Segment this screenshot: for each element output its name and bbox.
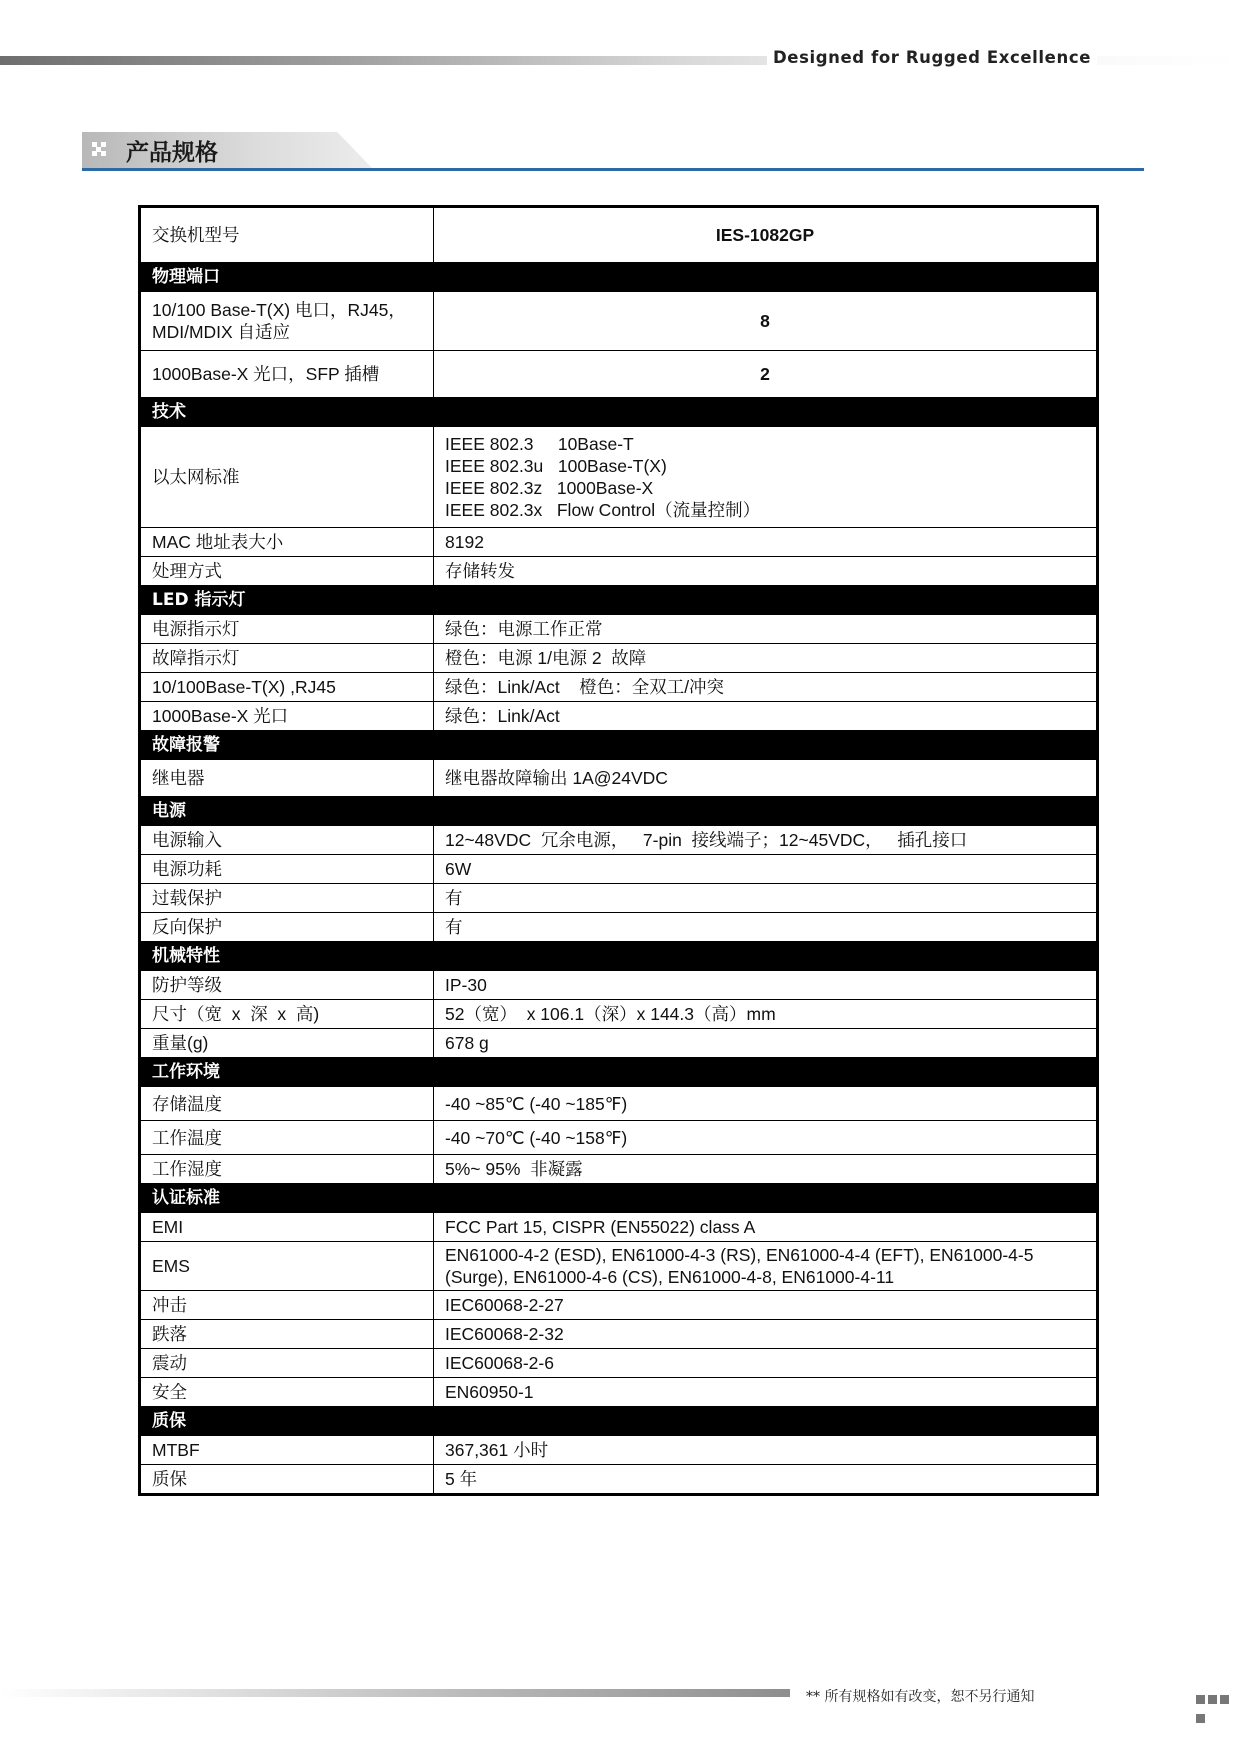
spec-row: [140, 1378, 1098, 1407]
category-title: 物理端口: [140, 263, 1098, 292]
spec-value: IEC60068-2-6: [434, 1349, 1098, 1378]
tagline: Designed for Rugged Excellence: [767, 48, 1097, 67]
spec-row: [140, 1320, 1098, 1349]
spec-key: 尺寸（宽 x 深 x 高): [140, 1000, 434, 1029]
spec-row: [140, 913, 1098, 942]
category-title: 机械特性: [140, 942, 1098, 971]
spec-key: 工作湿度: [140, 1155, 434, 1184]
spec-table: [138, 205, 1099, 1496]
spec-row: [140, 292, 1098, 351]
spec-value: 绿色：电源工作正常: [434, 615, 1098, 644]
spec-key: 震动: [140, 1349, 434, 1378]
spec-value: 367,361 小时: [434, 1436, 1098, 1465]
spec-row: [140, 1000, 1098, 1029]
spec-value: EN60950-1: [434, 1378, 1098, 1407]
spec-row: [140, 1213, 1098, 1242]
spec-key: EMS: [140, 1242, 434, 1291]
model-value: IES-1082GP: [434, 207, 1098, 263]
spec-row: [140, 884, 1098, 913]
spec-value: 有: [434, 884, 1098, 913]
spec-value: 8: [434, 292, 1098, 351]
category-row: [140, 398, 1098, 427]
spec-value: EN61000-4-2 (ESD), EN61000-4-3 (RS), EN61000-4-4 (EFT), EN61000-4-5 (Surge), EN61000-4-6 (CS), EN61000-4-8, EN61000-4-11: [434, 1242, 1098, 1291]
category-row: [140, 1407, 1098, 1436]
spec-value: 8192: [434, 528, 1098, 557]
spec-key: MAC 地址表大小: [140, 528, 434, 557]
category-row: [140, 263, 1098, 292]
spec-key: 10/100 Base-T(X) 电口，RJ45， MDI/MDIX 自适应: [140, 292, 434, 351]
spec-value: 橙色：电源 1/电源 2 故障: [434, 644, 1098, 673]
spec-key: 处理方式: [140, 557, 434, 586]
category-row: [140, 1058, 1098, 1087]
category-row: [140, 1184, 1098, 1213]
spec-row: [140, 760, 1098, 797]
category-title: 故障报警: [140, 731, 1098, 760]
spec-row: [140, 1121, 1098, 1155]
spec-value: 5%~ 95% 非凝露: [434, 1155, 1098, 1184]
spec-value: IEC60068-2-27: [434, 1291, 1098, 1320]
category-row: [140, 942, 1098, 971]
spec-value: 绿色：Link/Act 橙色：全双工/冲突: [434, 673, 1098, 702]
spec-row: [140, 971, 1098, 1000]
spec-value: FCC Part 15, CISPR (EN55022) class A: [434, 1213, 1098, 1242]
spec-key: 质保: [140, 1465, 434, 1495]
category-row: [140, 797, 1098, 826]
spec-key: 1000Base-X 光口: [140, 702, 434, 731]
category-title: 技术: [140, 398, 1098, 427]
footer-squares: [1196, 1689, 1240, 1698]
spec-row: [140, 1465, 1098, 1495]
footer-note: ** 所有规格如有改变，恕不另行通知: [806, 1689, 1035, 1705]
spec-key: 电源功耗: [140, 855, 434, 884]
spec-key: 重量(g): [140, 1029, 434, 1058]
checker-icon: [92, 142, 106, 156]
spec-key: 1000Base-X 光口，SFP 插槽: [140, 351, 434, 398]
spec-row: [140, 1029, 1098, 1058]
spec-key: 跌落: [140, 1320, 434, 1349]
spec-key: MTBF: [140, 1436, 434, 1465]
spec-value: 12~48VDC 冗余电源， 7-pin 接线端子；12~45VDC， 插孔接口: [434, 826, 1098, 855]
spec-value: IP-30: [434, 971, 1098, 1000]
spec-value: -40 ~70℃ (-40 ~158℉): [434, 1121, 1098, 1155]
spec-row: [140, 1242, 1098, 1291]
spec-key: 过载保护: [140, 884, 434, 913]
footer-band: [0, 1689, 790, 1697]
spec-value: IEEE 802.3 10Base-T IEEE 802.3u 100Base-T(X) IEEE 802.3z 1000Base-X IEEE 802.3x Flow Control（流量控制）: [434, 427, 1098, 528]
spec-key: 防护等级: [140, 971, 434, 1000]
spec-key: 工作温度: [140, 1121, 434, 1155]
spec-value: 继电器故障输出 1A@24VDC: [434, 760, 1098, 797]
section-title: 产品规格: [126, 140, 218, 166]
spec-key: 安全: [140, 1378, 434, 1407]
spec-key: 存储温度: [140, 1087, 434, 1121]
spec-value: 678 g: [434, 1029, 1098, 1058]
model-label: 交换机型号: [140, 207, 434, 263]
category-title: 质保: [140, 1407, 1098, 1436]
spec-row: [140, 702, 1098, 731]
section-header: [82, 130, 1144, 172]
category-row: [140, 586, 1098, 615]
table-header-row: [140, 207, 1098, 263]
spec-key: EMI: [140, 1213, 434, 1242]
spec-key: 冲击: [140, 1291, 434, 1320]
spec-row: [140, 644, 1098, 673]
spec-key: 反向保护: [140, 913, 434, 942]
spec-row: [140, 1436, 1098, 1465]
spec-row: [140, 615, 1098, 644]
spec-value: 2: [434, 351, 1098, 398]
spec-row: [140, 826, 1098, 855]
spec-row: [140, 673, 1098, 702]
spec-value: 6W: [434, 855, 1098, 884]
spec-row: [140, 528, 1098, 557]
spec-value: 有: [434, 913, 1098, 942]
spec-row: [140, 1349, 1098, 1378]
spec-key: 继电器: [140, 760, 434, 797]
spec-value: -40 ~85℃ (-40 ~185℉): [434, 1087, 1098, 1121]
spec-row: [140, 855, 1098, 884]
spec-key: 10/100Base-T(X) ,RJ45: [140, 673, 434, 702]
spec-row: [140, 351, 1098, 398]
spec-value: 52（宽） x 106.1（深）x 144.3（高）mm: [434, 1000, 1098, 1029]
spec-key: 电源指示灯: [140, 615, 434, 644]
spec-row: [140, 557, 1098, 586]
spec-value: 存储转发: [434, 557, 1098, 586]
category-title: 电源: [140, 797, 1098, 826]
spec-row: [140, 1291, 1098, 1320]
spec-key: 以太网标准: [140, 427, 434, 528]
spec-row: [140, 1155, 1098, 1184]
spec-key: 故障指示灯: [140, 644, 434, 673]
spec-key: 电源输入: [140, 826, 434, 855]
category-row: [140, 731, 1098, 760]
spec-value: 5 年: [434, 1465, 1098, 1495]
spec-value: 绿色：Link/Act: [434, 702, 1098, 731]
spec-row: [140, 1087, 1098, 1121]
spec-row: [140, 427, 1098, 528]
spec-value: IEC60068-2-32: [434, 1320, 1098, 1349]
category-title: LED 指示灯: [140, 586, 1098, 615]
category-title: 认证标准: [140, 1184, 1098, 1213]
category-title: 工作环境: [140, 1058, 1098, 1087]
